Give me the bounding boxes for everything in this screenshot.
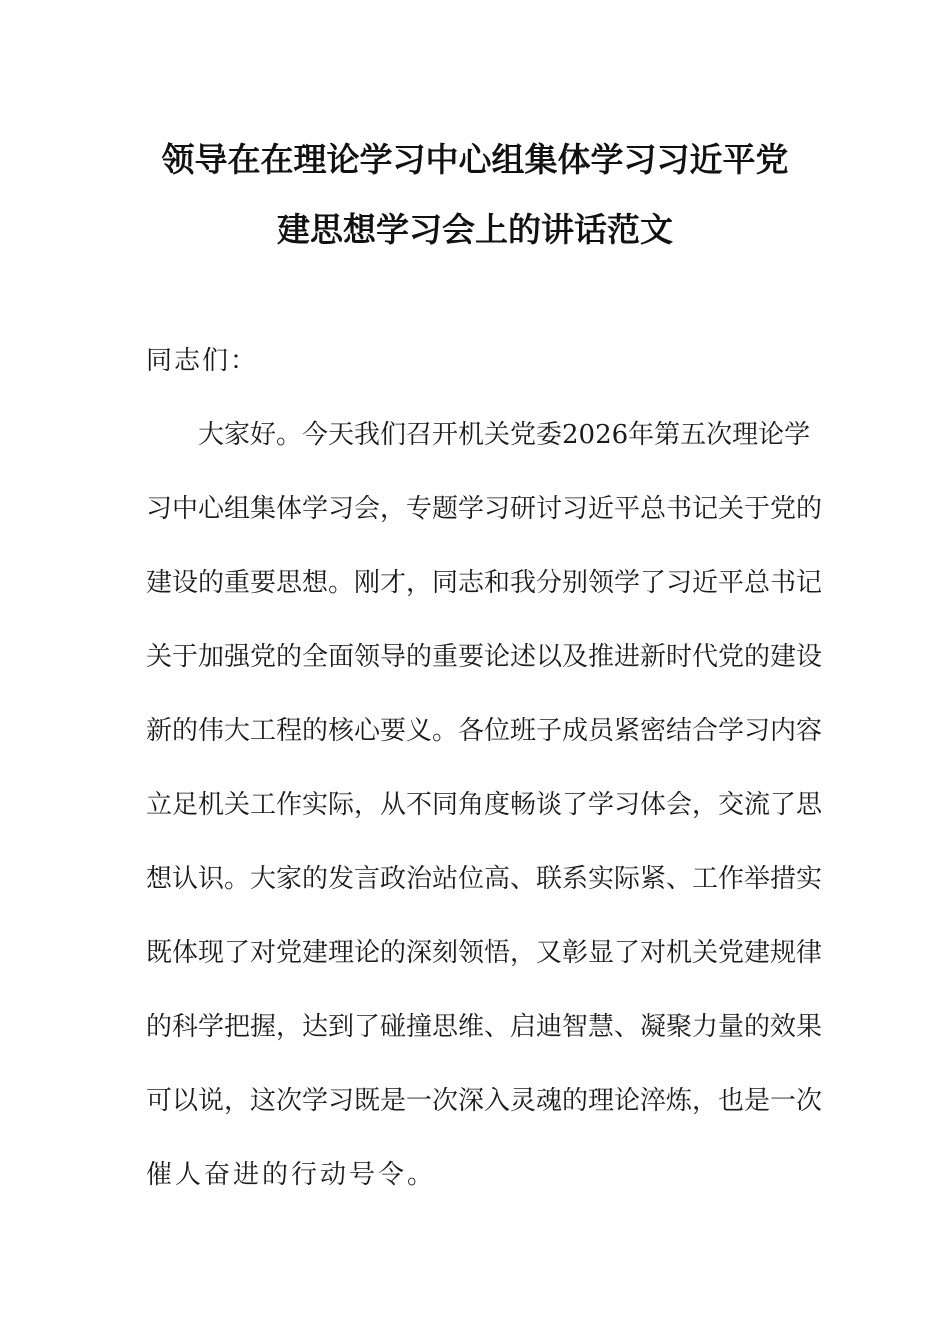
paragraph-line: 想认识。大家的发言政治站位高、联系实际紧、工作举措实 <box>146 864 823 894</box>
paragraph-line: 关于加强党的全面领导的重要论述以及推进新时代党的建设 <box>146 642 823 672</box>
document-title-line-2: 建思想学习会上的讲话范文 <box>277 210 673 249</box>
paragraph-line: 的科学把握，达到了碰撞思维、启迪智慧、凝聚力量的效果 <box>146 1012 823 1042</box>
paragraph-line: 建设的重要思想。刚才，同志和我分别领学了习近平总书记 <box>146 568 823 598</box>
paragraph-line: 立足机关工作实际，从不同角度畅谈了学习体会，交流了思 <box>146 790 823 820</box>
paragraph-line: 催人奋进的行动号令。 <box>146 1160 437 1190</box>
document-title-line-1: 领导在在理论学习中心组集体学习习近平党 <box>161 140 789 179</box>
paragraph-line: 既体现了对党建理论的深刻领悟，又彰显了对机关党建规律 <box>146 938 823 968</box>
paragraph-line: 习中心组集体学习会，专题学习研讨习近平总书记关于党的 <box>146 494 823 524</box>
paragraph-line: 可以说，这次学习既是一次深入灵魂的理论淬炼，也是一次 <box>146 1086 823 1116</box>
paragraph-line: 新的伟大工程的核心要义。各位班子成员紧密结合学习内容 <box>146 716 823 746</box>
greeting: 同志们： <box>146 346 259 376</box>
paragraph-line: 大家好。今天我们召开机关党委2026年第五次理论学 <box>198 420 811 450</box>
